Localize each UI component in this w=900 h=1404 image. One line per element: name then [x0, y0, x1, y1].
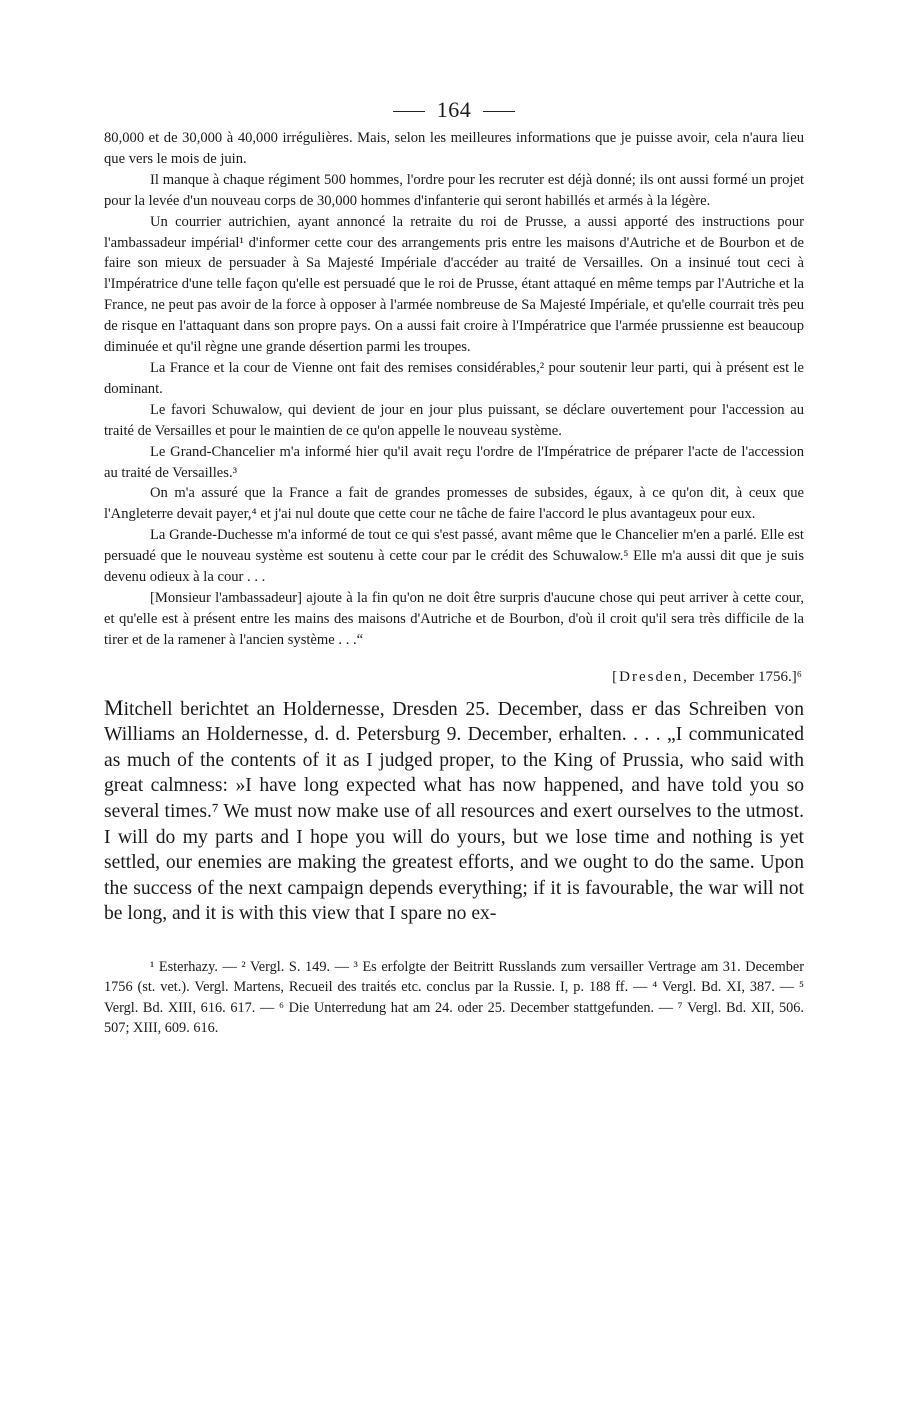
dateline-date: December 1756.]⁶ — [692, 668, 802, 685]
header-dash-left — [393, 111, 425, 112]
paragraph: La Grande-Duchesse m'a informé de tout ce qui s'est passé, avant même que le Chancelier m'en a parlé. Elle est persuadé que le nouveau système est soutenu à cette cour par le crédit des Schuwalow.⁵ Elle m'a aussi dit que je suis devenu odieux à la cour . . . — [104, 527, 804, 586]
paragraph: Le favori Schuwalow, qui devient de jour en jour plus puissant, se déclare ouvertement pour l'accession au traité de Versailles et pour le maintien de ce qu'on appelle le nouveau système. — [104, 401, 804, 439]
english-report — [104, 695, 804, 927]
header-dash-right — [483, 111, 515, 112]
paragraph: Un courrier autrichien, ayant annoncé la retraite du roi de Prusse, a aussi apporté des instructions pour l'ambassadeur impérial¹ d'informer cette cour des arrangements pris entre les maisons d'Autriche et de Bourbon et de faire son mieux de persuader à Sa Majesté Impériale d'accéder au traité de Versailles. On a insinué tout ceci à l'Impératrice d'une telle façon qu'elle est persuadé que le roi de Prusse, étant attaqué en même temps par l'Autriche et la France, ne peut pas avoir de la force à opposer à l'armée nombreuse de Sa Majesté Impériale, et qu'elle courrait très peu de risque en l'attaquant dans son propre pays. On a aussi fait croire à l'Impératrice que l'armée prussienne est beaucoup diminuée et qu'il règne une grande désertion parmi les troupes. — [104, 213, 804, 356]
paragraph: On m'a assuré que la France a fait de grandes promesses de subsides, égaux, à ce qu'on dit, à ceux que l'Angleterre devait payer,⁴ et j'ai nul doute que cette cour ne tâche de faire l'accord le plus avantageux pour eux. — [104, 485, 804, 523]
report-text: itchell berichtet an Holdernesse, Dresden 25. December, dass er das Schreiben von Williams an Holdernesse, d. d. Petersburg 9. December, erhalten. . . . „I communicated as much of the contents of it as I judged proper, to the King of Prussia, who said with great calmness: »I have long expected what has now happened, and have told you so several times.⁷ We must now make use of all resources and exert ourselves to the utmost. I will do my parts and I hope you will do yours, but we lose time and nothing is yet settled, our enemies are making the greatest efforts, and we ought to do the same. Upon the success of the next campaign depends everything; if it is favourable, the war will not be long, and it is with this view that I spare no ex- — [104, 698, 804, 925]
paragraph: Le Grand-Chancelier m'a informé hier qu'il avait reçu l'ordre de l'Impératrice de préparer l'acte de l'accession au traité de Versailles.³ — [104, 443, 804, 481]
footnotes-text: ¹ Esterhazy. — ² Vergl. S. 149. — ³ Es erfolgte der Beitritt Russlands zum versailler Vertrage am 31. December 1756 (st. vet.). Vergl. Martens, Recueil des traités etc. conclus par la Russie. I, p. 188 ff. — ⁴ Vergl. Bd. XI, 387. — ⁵ Vergl. Bd. XIII, 616. 617. — ⁶ Die Unterredung hat am 24. oder 25. December stattgefunden. — ⁷ Vergl. Bd. XII, 506. 507; XIII, 609. 616. — [104, 959, 804, 1036]
page-number: 164 — [436, 97, 472, 122]
initial-letter: M — [104, 694, 124, 720]
paragraph: 80,000 et de 30,000 à 40,000 irrégulières. Mais, selon les meilleures informations que je puisse avoir, cela n'aura lieu que vers le mois de juin. — [104, 130, 804, 167]
paragraph: La France et la cour de Vienne ont fait des remises considérables,² pour soutenir leur parti, qui à présent est le dominant. — [104, 359, 804, 397]
dateline-place: [Dresden, — [612, 668, 689, 685]
document-page — [104, 92, 804, 1038]
footnotes — [104, 957, 804, 1038]
report-paragraph — [104, 695, 804, 927]
paragraph: [Monsieur l'ambassadeur] ajoute à la fin qu'on ne doit être surpris d'aucune chose qui peut arriver à cette cour, et qu'elle est à présent entre les mains des maisons d'Autriche et de Bourbon, d'où il croit qu'il sera très difficile de la tirer et de la ramener à l'ancien système . . .“ — [104, 589, 804, 648]
page-header — [104, 92, 804, 128]
dateline — [104, 665, 804, 689]
french-letter-excerpt — [104, 128, 804, 651]
paragraph: Il manque à chaque régiment 500 hommes, l'ordre pour les recruter est déjà donné; ils ont aussi formé un projet pour la levée d'un nouveau corps de 30,000 hommes d'infanterie qui seront habillés et armés à la légère. — [104, 171, 804, 209]
